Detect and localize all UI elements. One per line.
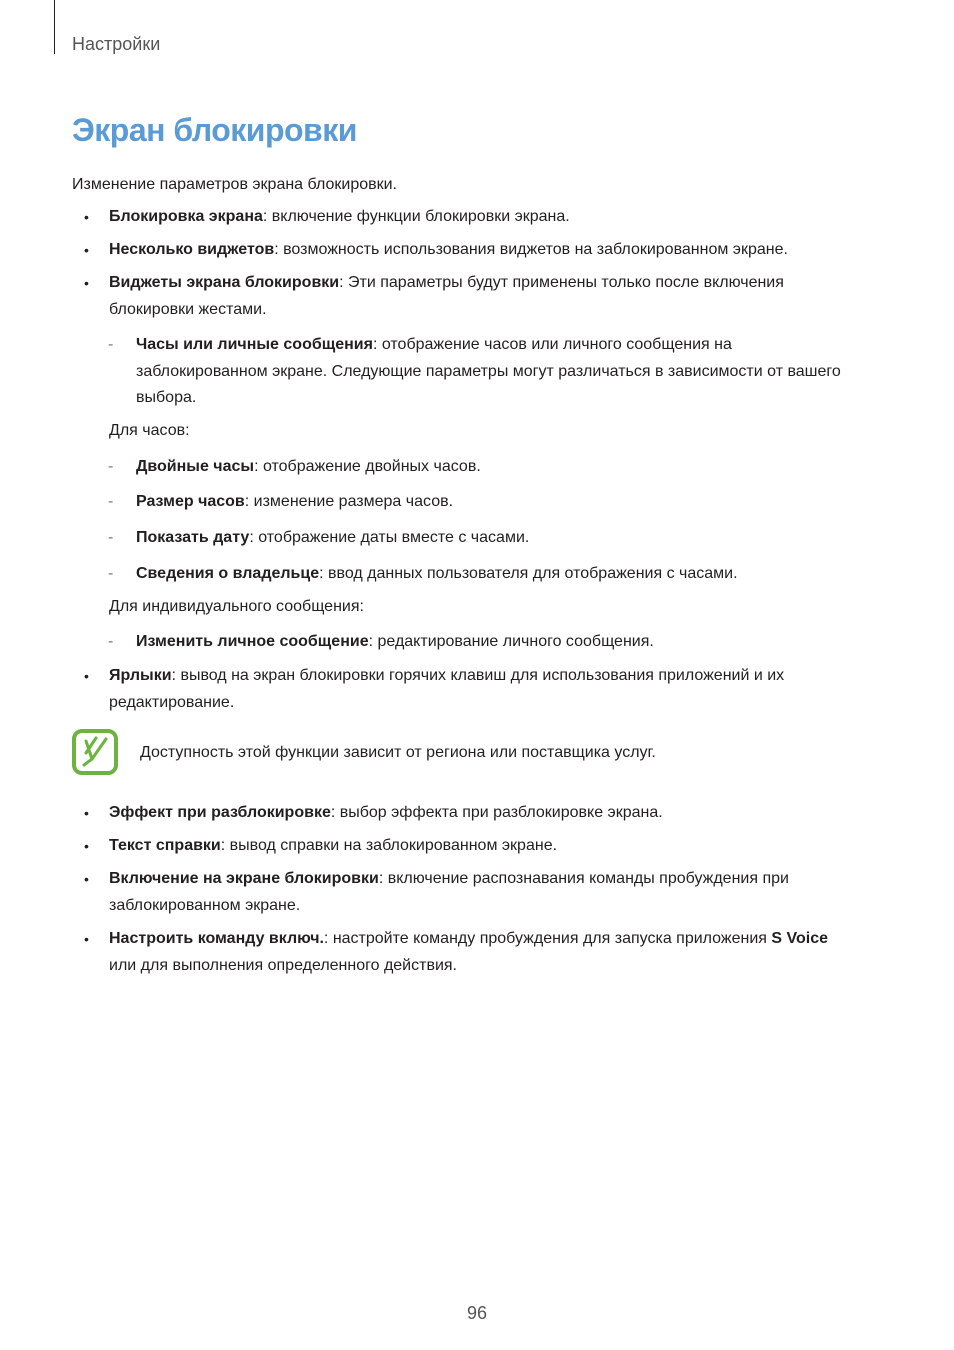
dash: - xyxy=(108,529,114,546)
item-term: Показать дату xyxy=(136,529,250,546)
dash: - xyxy=(108,565,114,582)
item-desc: : включение функции блокировки экрана. xyxy=(262,208,570,225)
note-pencil-icon xyxy=(72,729,118,775)
item-term: Двойные часы xyxy=(136,458,255,475)
page-number: 96 xyxy=(466,1303,488,1323)
sub-list-item xyxy=(108,629,851,656)
sub-list-item xyxy=(108,489,851,516)
message-label: Для индивидуального сообщения: xyxy=(109,598,364,615)
item-desc: : отображение часов или личного сообщения на заблокированном экране. Следующие параметры могут различаться в зависимости от вашего выбора. xyxy=(136,336,841,406)
section-label: Настройки xyxy=(72,34,161,54)
bullet: • xyxy=(84,242,89,258)
page-title: Экран блокировки xyxy=(72,112,357,148)
item-term: Эффект при разблокировке xyxy=(109,804,331,821)
bullet: • xyxy=(84,838,89,854)
list-item xyxy=(84,833,869,860)
item-desc: : отображение двойных часов. xyxy=(254,458,481,475)
bullet: • xyxy=(84,209,89,225)
sub-list-item xyxy=(108,561,851,588)
bullet: • xyxy=(84,931,89,947)
item-term: Текст справки xyxy=(109,837,221,854)
bullet: • xyxy=(84,805,89,821)
dash: - xyxy=(108,336,114,353)
list-item xyxy=(84,237,869,264)
item-desc: : отображение даты вместе с часами. xyxy=(249,529,530,546)
list-item xyxy=(84,663,859,716)
app-name: S Voice xyxy=(771,930,829,947)
dash: - xyxy=(108,633,114,650)
item-desc: : выбор эффекта при разблокировке экрана. xyxy=(330,804,663,821)
dash: - xyxy=(108,458,114,475)
bullet: • xyxy=(84,668,89,684)
item-term: Виджеты экрана блокировки xyxy=(109,274,340,291)
dash: - xyxy=(108,493,114,510)
bullet: • xyxy=(84,275,89,291)
item-desc: : Эти параметры будут применены только после включения блокировки жестами. xyxy=(109,274,784,318)
header-rule xyxy=(54,0,55,54)
item-desc: : включение распознавания команды пробуждения при заблокированном экране. xyxy=(109,870,789,914)
sub-list-item xyxy=(108,525,851,552)
list-item xyxy=(84,270,854,323)
sub-list-item xyxy=(108,454,851,481)
bullet: • xyxy=(84,871,89,887)
item-desc: : вывод на экран блокировки горячих клавиш для использования приложений и их редактирование. xyxy=(109,667,785,711)
item-desc: : изменение размера часов. xyxy=(244,493,454,510)
list-item xyxy=(84,800,869,827)
list-item xyxy=(84,926,849,979)
item-term: Сведения о владельце xyxy=(136,565,320,582)
list-item xyxy=(84,866,859,919)
item-term: Размер часов xyxy=(136,493,245,510)
clock-label: Для часов: xyxy=(109,422,190,439)
item-term: Включение на экране блокировки xyxy=(109,870,379,887)
item-term: Ярлыки xyxy=(109,667,172,684)
note-text: Доступность этой функции зависит от региона или поставщика услуг. xyxy=(140,744,656,761)
item-term: Несколько виджетов xyxy=(109,241,275,258)
item-term: Блокировка экрана xyxy=(109,208,263,225)
item-term: Изменить личное сообщение xyxy=(136,633,369,650)
item-desc: или для выполнения определенного действия. xyxy=(109,956,457,974)
item-desc: : редактирование личного сообщения. xyxy=(368,633,654,650)
sub-list-item xyxy=(108,332,851,412)
item-desc: : ввод данных пользователя для отображения с часами. xyxy=(319,565,738,582)
item-desc: : возможность использования виджетов на заблокированном экране. xyxy=(274,241,788,258)
intro-text: Изменение параметров экрана блокировки. xyxy=(72,176,397,193)
item-term: Часы или личные сообщения xyxy=(136,336,373,353)
item-desc: : вывод справки на заблокированном экране. xyxy=(220,837,558,854)
item-desc: : настройте команду пробуждения для запуска приложения xyxy=(323,930,772,947)
list-item xyxy=(84,204,869,231)
item-term: Настроить команду включ. xyxy=(109,930,324,947)
